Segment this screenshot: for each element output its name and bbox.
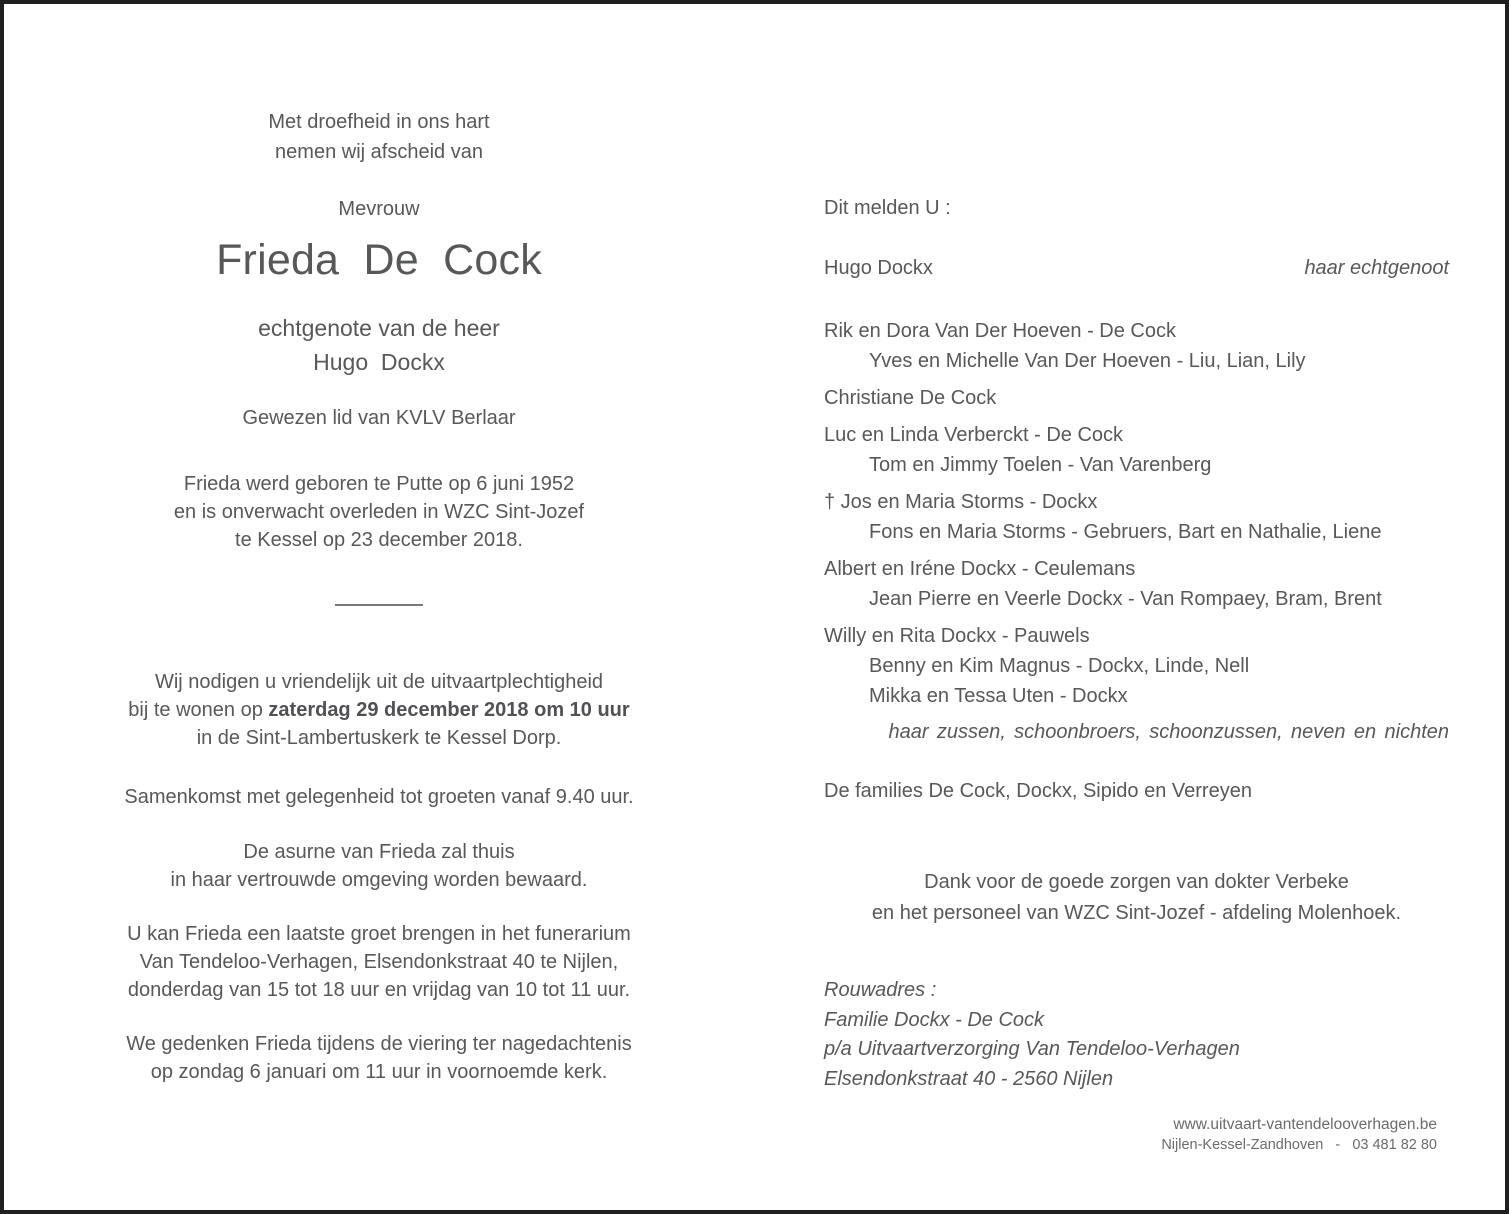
- invite-line-1: Wij nodigen u vriendelijk uit de uitvaartplechtigheid: [154, 671, 604, 693]
- family-main-entry: Rik en Dora Van Der Hoeven - De Cock: [824, 320, 1176, 342]
- spouse-name: Hugo Dockx: [313, 349, 445, 375]
- visit-line-1: U kan Frieda een laatste groet brengen in het funerarium: [127, 923, 631, 945]
- mourning-address-block: [824, 976, 1449, 1094]
- thanks-line-1: Dank voor de goede zorgen van dokter Verbeke: [924, 871, 1349, 893]
- life-dates-block: [49, 470, 709, 554]
- mourning-address-line-2: p/a Uitvaartverzorging Van Tendeloo-Verhagen: [824, 1038, 1240, 1060]
- family-main-entry: Luc en Linda Verberckt - De Cock: [824, 424, 1124, 446]
- urn-block: [49, 838, 709, 894]
- intro-line-1: Met droefheid in ons hart: [268, 111, 490, 133]
- thanks-line-2: en het personeel van WZC Sint-Jozef - afdeling Molenhoek.: [871, 902, 1402, 924]
- footer-location-phone: Nijlen-Kessel-Zandhoven - 03 481 82 80: [1161, 1137, 1437, 1153]
- urn-line-2: in haar vertrouwde omgeving worden bewaard.: [170, 869, 588, 891]
- death-line-1: en is onverwacht overleden in WZC Sint-Jozef: [173, 501, 585, 523]
- invite-line-3: in de Sint-Lambertuskerk te Kessel Dorp.: [196, 727, 562, 749]
- relations-note: haar zussen, schoonbroers, schoonzussen, neven en nichten: [888, 721, 1449, 743]
- intro-block: [49, 107, 709, 167]
- family-list: [824, 316, 1449, 711]
- death-line-2: te Kessel op 23 december 2018.: [235, 529, 523, 551]
- spouse-intro: echtgenote van de heer: [258, 315, 500, 341]
- family-sub-entry: Tom en Jimmy Toelen - Van Varenberg: [869, 454, 1212, 476]
- salutation: Mevrouw: [338, 198, 420, 220]
- family-main-entry: Albert en Iréne Dockx - Ceulemans: [824, 558, 1136, 580]
- left-column: [49, 107, 709, 1086]
- family-main-entry: † Jos en Maria Storms - Dockx: [824, 491, 1098, 513]
- invite-line-2-pre: bij te wonen op: [128, 699, 269, 721]
- thanks-block: [824, 867, 1449, 929]
- family-sub-entry: Jean Pierre en Veerle Dockx - Van Rompaey, Bram, Brent: [869, 588, 1382, 610]
- husband-row: [824, 256, 1449, 280]
- footer-website: www.uitvaart-vantendelooverhagen.be: [1173, 1116, 1437, 1133]
- visit-line-3: donderdag van 15 tot 18 uur en vrijdag van 10 tot 11 uur.: [127, 979, 631, 1001]
- husband-name: Hugo Dockx: [824, 257, 933, 279]
- memorial-service-block: [49, 1030, 709, 1086]
- families-line: De families De Cock, Dockx, Sipido en Verreyen: [824, 780, 1252, 802]
- memorial-line-1: We gedenken Frieda tijdens de viering ter nagedachtenis: [126, 1033, 632, 1055]
- family-sub-entry: Fons en Maria Storms - Gebruers, Bart en Nathalie, Liene: [869, 521, 1382, 543]
- mourning-address-line-3: Elsendonkstraat 40 - 2560 Nijlen: [824, 1067, 1114, 1090]
- invite-line-2: [49, 696, 709, 724]
- service-invitation-block: [49, 668, 709, 752]
- mourning-address-line-1: Familie Dockx - De Cock: [824, 1008, 1045, 1031]
- memorial-line-2: op zondag 6 januari om 11 uur in voornoemde kerk.: [150, 1061, 608, 1083]
- family-sub-entry: Yves en Michelle Van Der Hoeven - Liu, Lian, Lily: [869, 350, 1306, 372]
- funerarium-visit-block: [49, 920, 709, 1004]
- gathering-note: Samenkomst met gelegenheid tot groeten vanaf 9.40 uur.: [124, 786, 634, 808]
- birth-line: Frieda werd geboren te Putte op 6 juni 1952: [183, 473, 575, 495]
- membership-note: Gewezen lid van KVLV Berlaar: [242, 407, 516, 429]
- visit-line-2: Van Tendeloo-Verhagen, Elsendonkstraat 40 te Nijlen,: [139, 951, 619, 973]
- intro-line-2: nemen wij afscheid van: [275, 141, 483, 163]
- spouse-block: [49, 311, 709, 379]
- divider-line: [335, 604, 423, 606]
- family-main-entry: Christiane De Cock: [824, 387, 997, 409]
- right-column: [824, 196, 1449, 1094]
- urn-line-1: De asurne van Frieda zal thuis: [243, 841, 515, 863]
- announcement-heading: Dit melden U :: [824, 197, 951, 219]
- mourning-address-label: Rouwadres :: [824, 979, 937, 1001]
- deceased-name: Frieda De Cock: [216, 236, 542, 284]
- funeral-home-footer: [1161, 1114, 1437, 1156]
- husband-relation: haar echtgenoot: [1304, 257, 1449, 279]
- service-date-bold: zaterdag 29 december 2018 om 10 uur: [268, 699, 630, 721]
- family-sub-entry: Mikka en Tessa Uten - Dockx: [869, 685, 1128, 707]
- family-main-entry: Willy en Rita Dockx - Pauwels: [824, 625, 1090, 647]
- family-sub-entry: Benny en Kim Magnus - Dockx, Linde, Nell: [869, 655, 1250, 677]
